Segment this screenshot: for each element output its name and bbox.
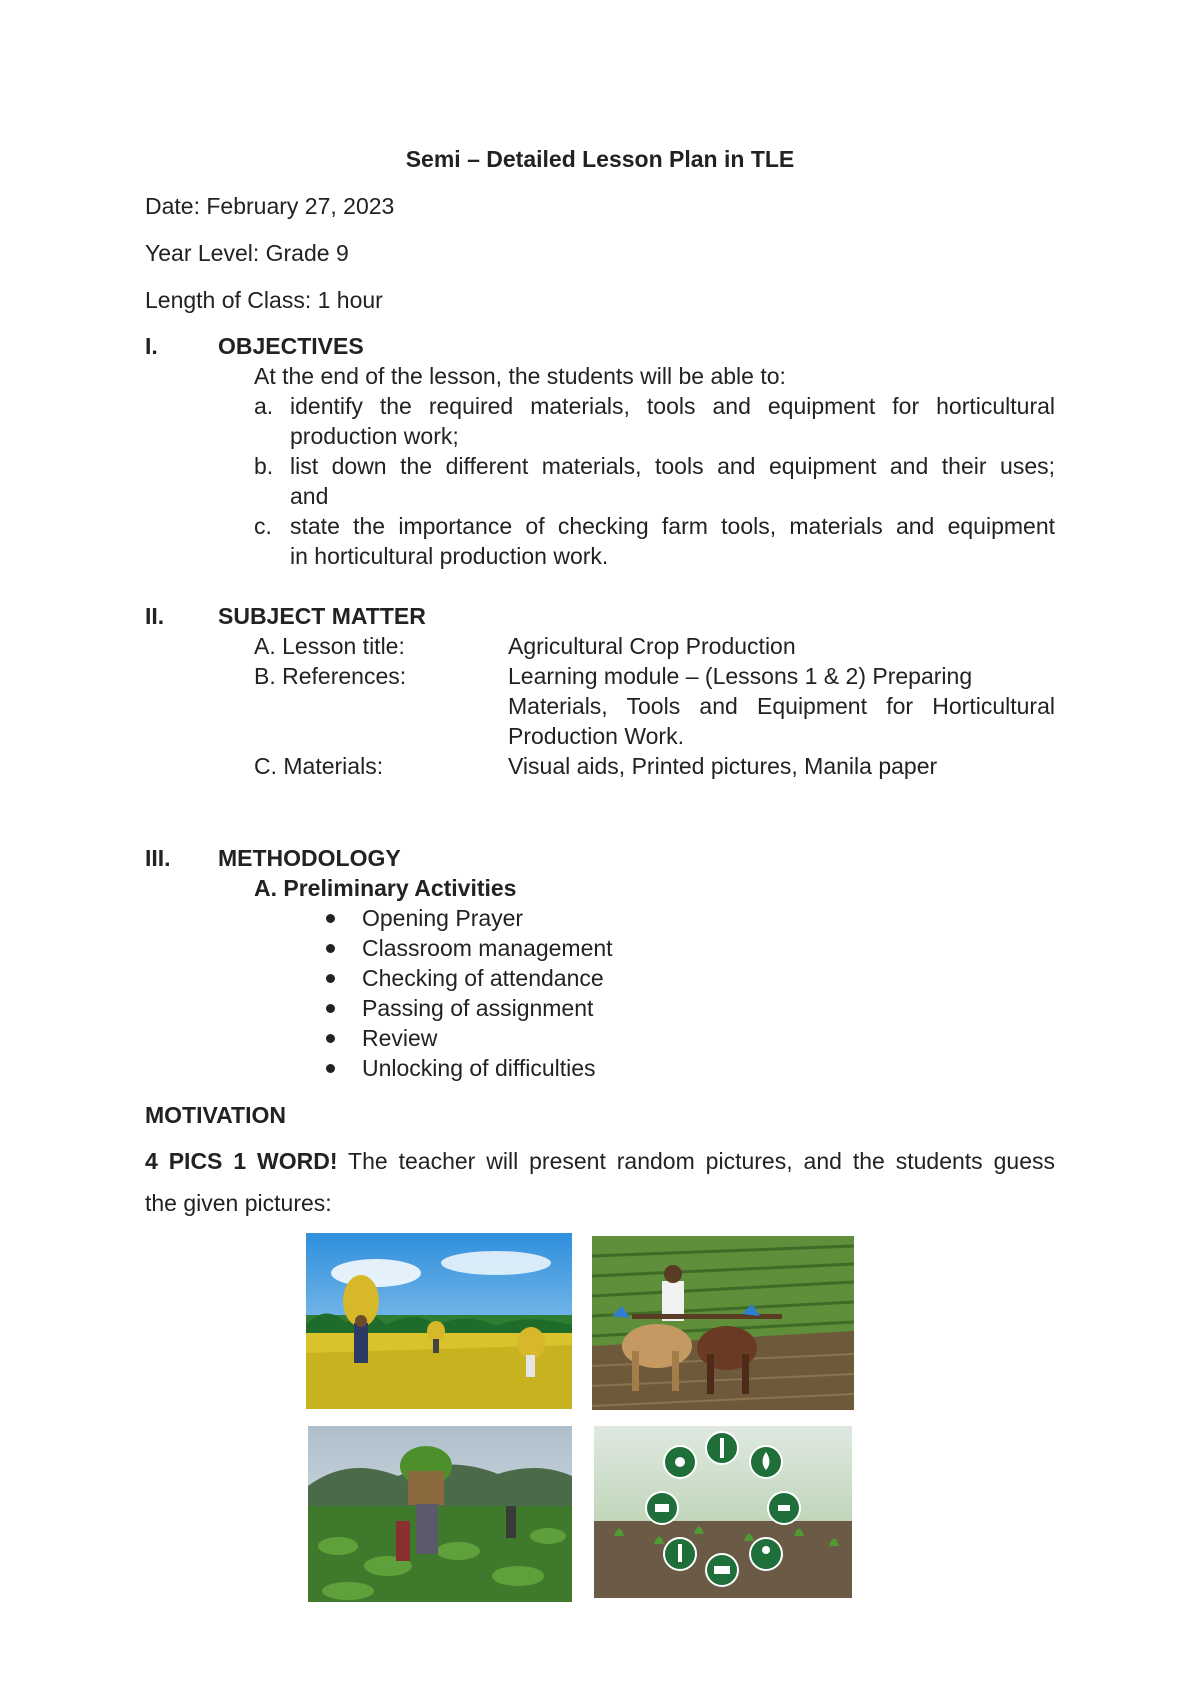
materials-value: Visual aids, Printed pictures, Manila paper (508, 753, 938, 779)
activity-item: Classroom management (362, 935, 613, 961)
smart-farming-picture (594, 1426, 852, 1598)
references-value-line: Materials, Tools and Equipment for Horticultural (508, 693, 1055, 719)
references-value-line: Production Work. (508, 723, 684, 749)
materials-label: C. Materials: (254, 753, 384, 779)
methodology-heading: METHODOLOGY (218, 845, 401, 871)
bullet-dot (326, 944, 335, 953)
document-title: Semi – Detailed Lesson Plan in TLE (405, 146, 795, 172)
activity-item: Opening Prayer (362, 905, 524, 931)
motivation-text: The teacher will present random pictures, and the students guess (337, 1148, 1055, 1174)
bullet-dot (326, 1034, 335, 1043)
motivation-line-1 (145, 1140, 1055, 1182)
rice-harvest-picture (306, 1233, 572, 1409)
objective-item-line: identify the required materials, tools and equipment for horticultural (290, 393, 1055, 419)
lesson-title-label: A. Lesson title: (254, 633, 405, 659)
activity-item: Checking of attendance (362, 965, 604, 991)
objectives-heading: OBJECTIVES (218, 333, 364, 359)
methodology-number: III. (145, 845, 171, 871)
objectives-number: I. (145, 333, 158, 359)
objective-item-line: in horticultural production work. (290, 543, 609, 569)
date-line: Date: February 27, 2023 (145, 193, 395, 219)
objective-letter: b. (254, 453, 274, 479)
bullet-dot (326, 1064, 335, 1073)
activity-item: Review (362, 1025, 438, 1051)
references-value-line: Learning module – (Lessons 1 & 2) Preparing (508, 663, 973, 689)
objective-item-line: state the importance of checking farm tools, materials and equipment (290, 513, 1055, 539)
objective-letter: a. (254, 393, 274, 419)
objective-item-line: production work; (290, 423, 459, 449)
ox-plowing-picture (592, 1236, 854, 1410)
references-label: B. References: (254, 663, 407, 689)
year-level-line: Year Level: Grade 9 (145, 240, 349, 266)
lesson-title-value: Agricultural Crop Production (508, 633, 796, 659)
preliminary-activities-heading: A. Preliminary Activities (254, 875, 517, 901)
objectives-intro: At the end of the lesson, the students will be able to: (254, 363, 786, 389)
class-length-line: Length of Class: 1 hour (145, 287, 383, 313)
objective-letter: c. (254, 513, 272, 539)
motivation-heading: MOTIVATION (145, 1102, 286, 1128)
game-title: 4 PICS 1 WORD! (145, 1148, 338, 1174)
subject-matter-heading: SUBJECT MATTER (218, 603, 426, 629)
bullet-dot (326, 1004, 335, 1013)
activity-item: Unlocking of difficulties (362, 1055, 596, 1081)
bullet-dot (326, 914, 335, 923)
activity-item: Passing of assignment (362, 995, 594, 1021)
motivation-line-2: the given pictures: (145, 1190, 332, 1216)
objective-item-line: list down the different materials, tools and equipment and their uses; (290, 453, 1055, 479)
bullet-dot (326, 974, 335, 983)
motivation-paragraph (145, 1140, 1055, 1224)
vegetable-harvest-picture (308, 1426, 572, 1602)
subject-matter-number: II. (145, 603, 165, 629)
objective-item-line: and (290, 483, 329, 509)
